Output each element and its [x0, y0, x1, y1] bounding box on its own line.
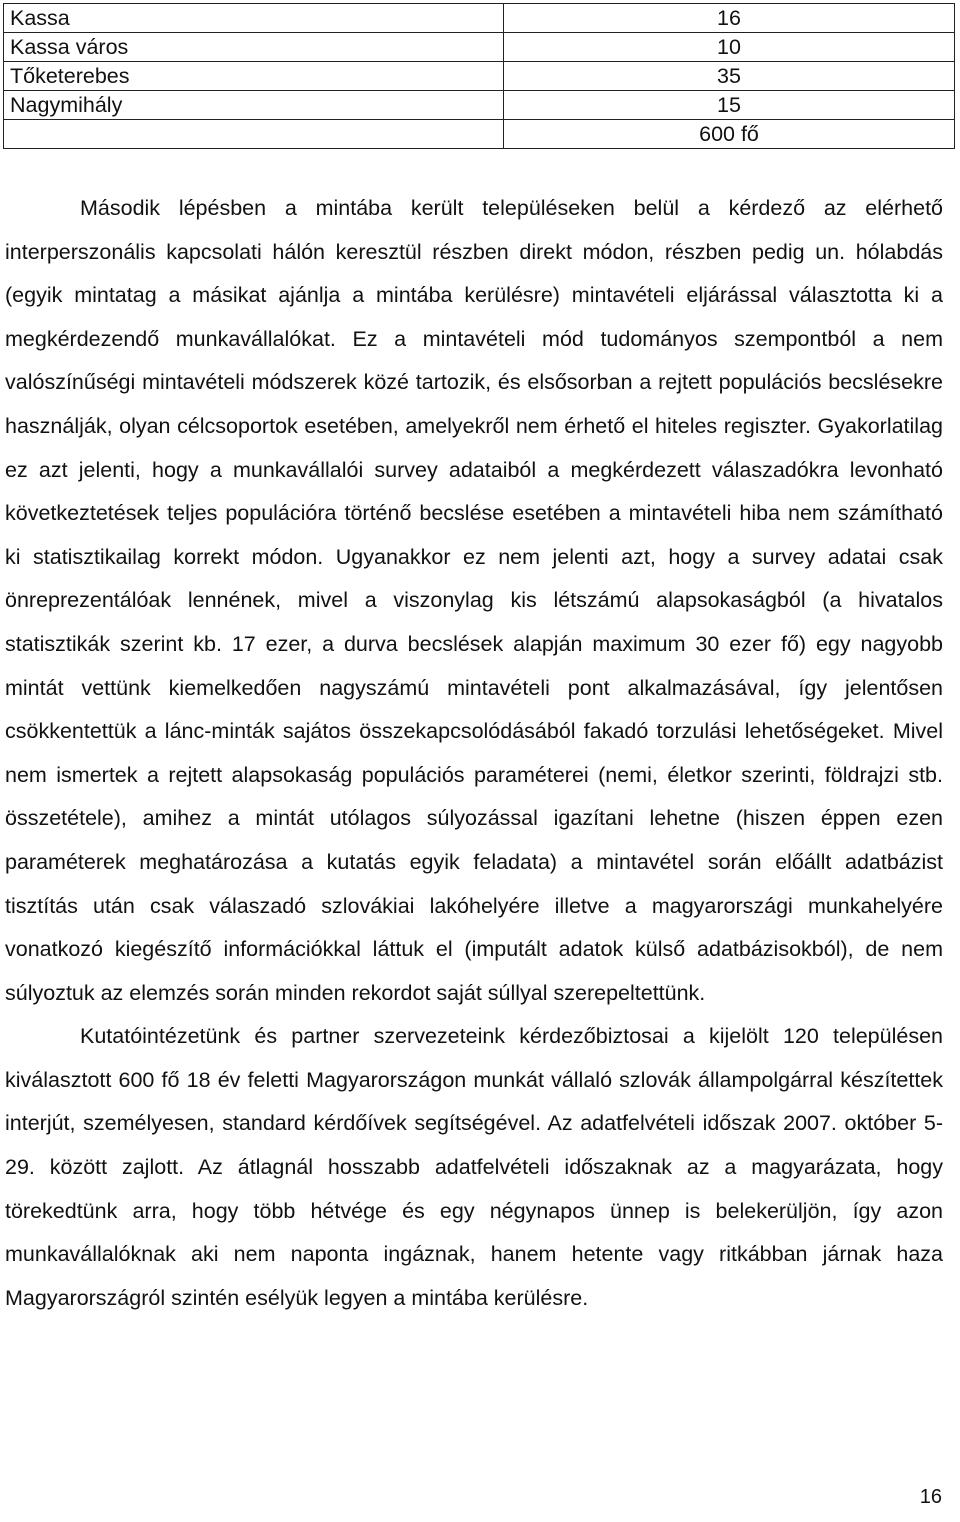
document-body: [5, 187, 943, 1320]
page-number: 16: [919, 1486, 942, 1508]
total-count: 600 fő: [504, 120, 955, 149]
settlement-name: Kassa város: [4, 33, 504, 62]
table-row: [4, 33, 955, 62]
settlement-sample-table: [3, 3, 955, 149]
paragraph-sampling-method: Második lépésben a mintába került településeken belül a kérdező az elérhető interperszonális kapcsolati hálón keresztül részben direkt módon, részben pedig un. hólabdás (egyik mintatag a másikat ajánlja a mintába kerülésre) mintavételi eljárással választotta ki a megkérdezendő munkavállalókat. Ez a mintavételi mód tudományos szempontból a nem valószínűségi mintavételi módszerek közé tartozik, és elsősorban a rejtett populációs becslésekre használják, olyan célcsoportok esetében, amelyekről nem érhető el hiteles regiszter. Gyakorlatilag ez azt jelenti, hogy a munkavállalói survey adataiból a megkérdezett válaszadókra levonható következtetések teljes populációra történő becslése esetében a mintavételi hiba nem számítható ki statisztikailag korrekt módon. Ugyanakkor ez nem jelenti azt, hogy a survey adatai csak önreprezentálóak lennének, mivel a viszonylag kis létszámú alapsokaságból (a hivatalos statisztikák szerint kb. 17 ezer, a durva becslések alapján maximum 30 ezer fő) egy nagyobb mintát vettünk kiemelkedően nagyszámú mintavételi pont alkalmazásával, így jelentősen csökkentettük a lánc-minták sajátos összekapcsolódásából fakadó torzulási lehetőségeket. Mivel nem ismertek a rejtett alapsokaság populációs paraméterei (nemi, életkor szerinti, földrajzi stb. összetétele), amihez a mintát utólagos súlyozással igazítani lehetne (hiszen éppen ezen paraméterek meghatározása a kutatás egyik feladata) a mintavétel során előállt adatbázist tisztítás után csak válaszadó szlovákiai lakóhelyére illetve a magyarországi munkahelyére vonatkozó kiegészítő információkkal láttuk el (imputált adatok külső adatbázisokból), de nem súlyoztuk az elemzés során minden rekordot saját súllyal szerepeltettünk.: [5, 196, 943, 1005]
table-row: [4, 62, 955, 91]
paragraph-data-collection: Kutatóintézetünk és partner szervezeteink kérdezőbiztosai a kijelölt 120 településen kiválasztott 600 fő 18 év feletti Magyarországon munkát vállaló szlovák állampolgárral készítettek interjút, személyesen, standard kérdőívek segítségével. Az adatfelvételi időszak 2007. október 5-29. között zajlott. Az átlagnál hosszabb adatfelvételi időszaknak az a magyarázata, hogy törekedtünk arra, hogy több hétvége és egy négynapos ünnep is belekerüljön, így azon munkavállalóknak aki nem naponta ingáznak, hanem hetente vagy ritkábban járnak haza Magyarországról szintén esélyük legyen a mintába kerülésre.: [5, 1024, 943, 1310]
table-row: [4, 91, 955, 120]
sample-count: 10: [504, 33, 955, 62]
sample-count: 15: [504, 91, 955, 120]
total-label: [4, 120, 504, 149]
table-row: [4, 4, 955, 33]
sample-count: 16: [504, 4, 955, 33]
settlement-name: Nagymihály: [4, 91, 504, 120]
table-total-row: [4, 120, 955, 149]
sample-count: 35: [504, 62, 955, 91]
settlement-name: Tőketerebes: [4, 62, 504, 91]
settlement-name: Kassa: [4, 4, 504, 33]
